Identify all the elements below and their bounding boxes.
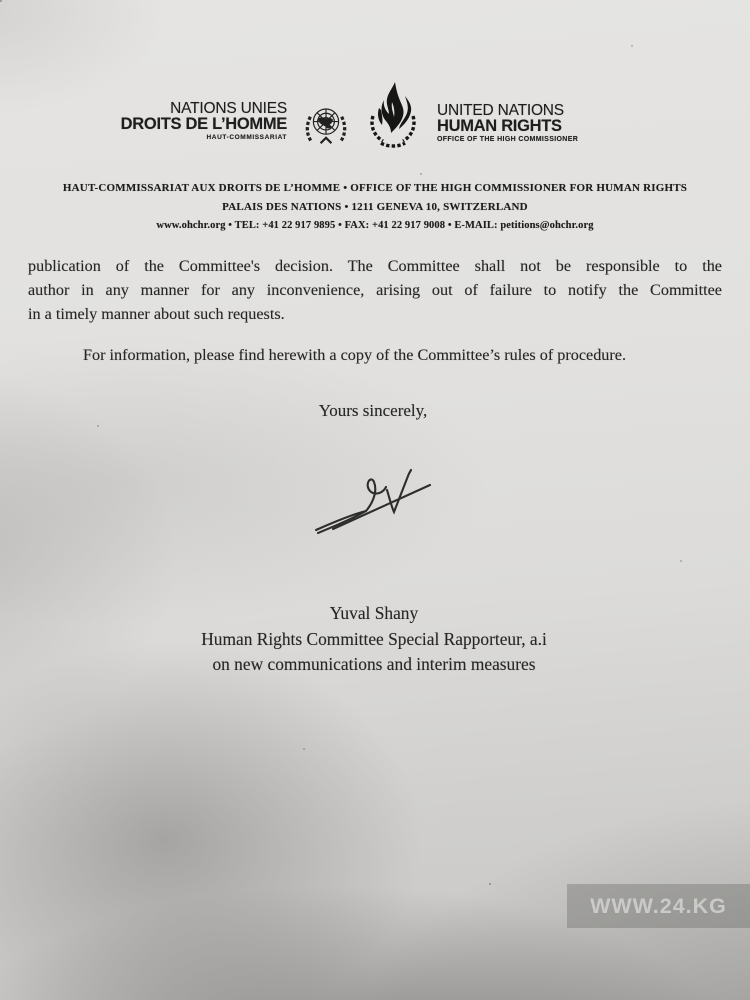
signatory-block xyxy=(0,601,748,678)
signatory-title-line-2: on new communications and interim measures xyxy=(212,654,536,674)
un-emblem-icon xyxy=(299,100,353,154)
letterhead-english-subtitle: OFFICE OF THE HIGH COMMISSIONER xyxy=(437,136,579,143)
address-line-2: PALAIS DES NATIONS • 1211 GENEVA 10, SWITZERLAND xyxy=(222,201,528,213)
letterhead-english-line1: UNITED NATIONS xyxy=(437,102,564,119)
letterhead-french xyxy=(121,101,287,144)
signatory-name: Yuval Shany xyxy=(329,603,419,623)
body-paragraph-1 xyxy=(28,254,722,326)
news-site-watermark: WWW.24.KG xyxy=(567,884,750,928)
signatory-title-line-1: Human Rights Committee Special Rapporteur, a.i xyxy=(201,628,547,649)
letterhead-english-line2: HUMAN RIGHTS xyxy=(437,117,562,135)
letterhead-french-line2: DROITS DE L’HOMME xyxy=(120,115,287,133)
body-paragraph-1-line-2: author in any manner for any inconvenience, arising out of failure to notify the Committee xyxy=(28,281,722,299)
letterhead-french-subtitle: HAUT-COMMISSARIAT xyxy=(206,134,287,141)
address-block xyxy=(0,179,750,235)
address-line-1: HAUT-COMMISSARIAT AUX DROITS DE L’HOMME • OFFICE OF THE HIGH COMMISSIONER FOR HUMAN RIGHTS xyxy=(62,182,688,194)
address-contact-line: www.ohchr.org • TEL: +41 22 917 9895 • FAX: +41 22 917 9008 • E-MAIL: petitions@ohchr.org xyxy=(156,220,594,231)
body-paragraph-1-line-1: publication of the Committee's decision. The Committee shall not be responsible to the xyxy=(28,257,722,275)
paper-specks xyxy=(0,0,2,2)
letterhead-english xyxy=(437,103,578,146)
body-paragraph-2: For information, please find herewith a copy of the Committee’s rules of procedure. xyxy=(83,346,627,364)
handwritten-signature xyxy=(298,448,438,543)
ohchr-flame-icon xyxy=(365,82,421,154)
letterhead-french-line1: NATIONS UNIES xyxy=(170,100,287,117)
body-paragraph-1-line-3: in a timely manner about such requests. xyxy=(28,305,285,323)
closing-salutation: Yours sincerely, xyxy=(318,401,428,420)
